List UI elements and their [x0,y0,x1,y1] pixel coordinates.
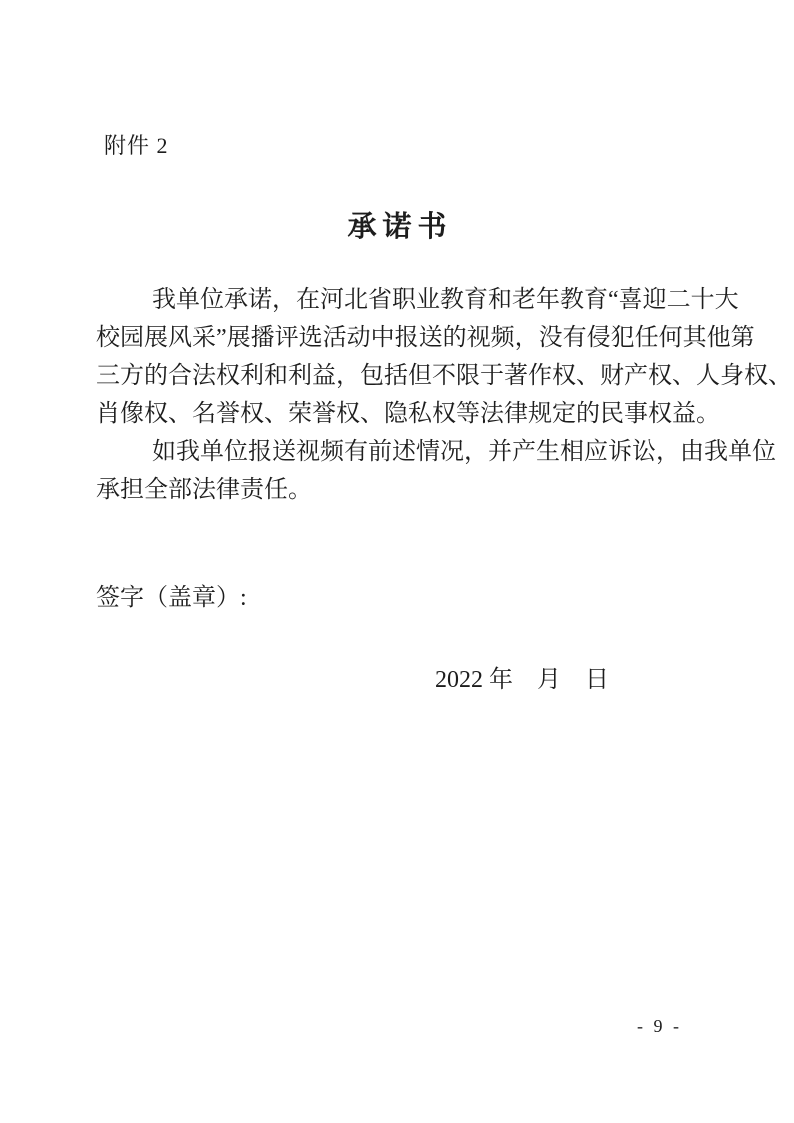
body-text [96,281,792,509]
body-line: 肖像权、名誉权、荣誉权、隐私权等法律规定的民事权益。 [96,401,720,427]
date-line: 2022 年 月 日 [435,667,609,693]
body-line: 校园展风采”展播评选活动中报送的视频，没有侵犯任何其他第 [96,325,755,351]
signature-label: 签字（盖章）: [96,585,247,611]
document-title: 承诺书 [347,211,453,243]
body-line: 如我单位报送视频有前述情况，并产生相应诉讼，由我单位 [152,439,776,465]
body-line: 我单位承诺，在河北省职业教育和老年教育“喜迎二十大 [152,287,739,313]
page-number: - 9 - [637,1016,682,1036]
body-line: 承担全部法律责任。 [96,477,312,503]
attachment-label: 附件 2 [104,133,169,158]
body-line: 三方的合法权利和利益，包括但不限于著作权、财产权、人身权、 [96,363,792,389]
